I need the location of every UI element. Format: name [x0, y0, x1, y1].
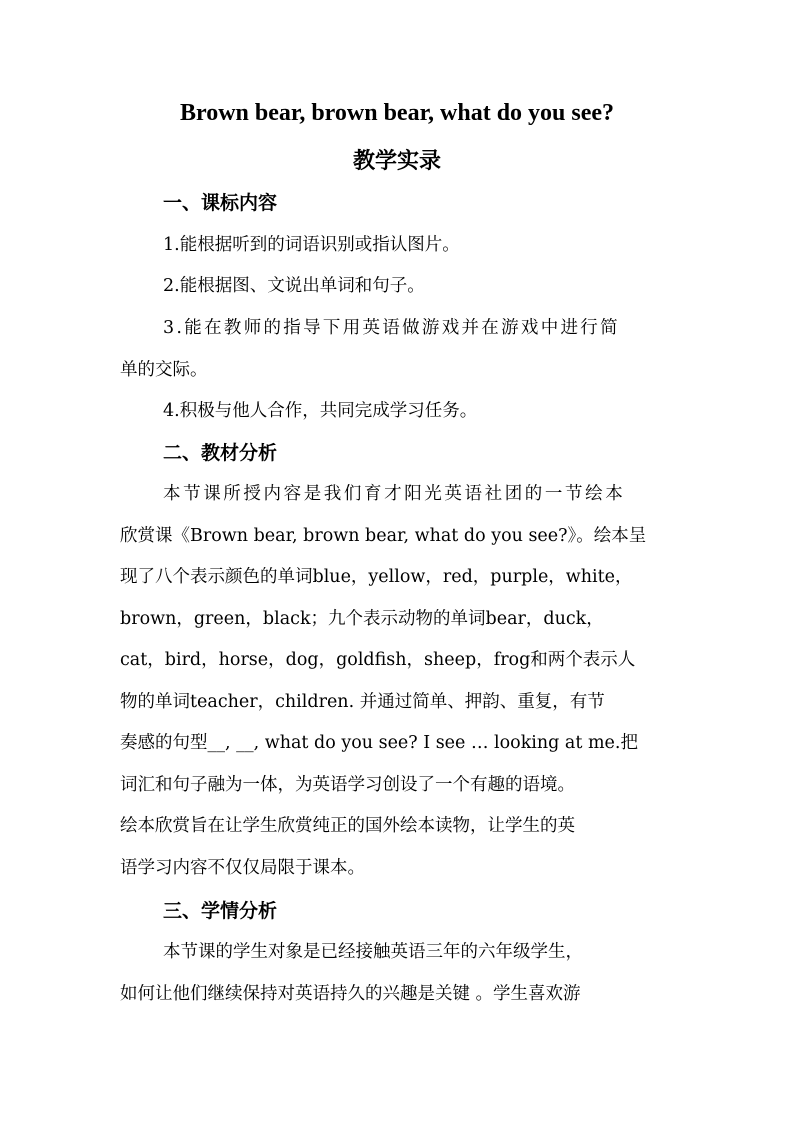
title-english: Brown bear, brown bear, what do you see? [179, 100, 615, 126]
section2-line-2: 欣赏课《Brown bear, brown bear, what do you see?》。绘本呈 [120, 526, 647, 546]
section3-heading: 三、学情分析 [163, 900, 278, 922]
section1-item-3: 3.能在教师的指导下用英语做游戏并在游戏中进行简 [163, 318, 620, 338]
title-chinese: 教学实录 [352, 148, 441, 174]
section1-item-2: 2.能根据图、文说出单词和句子。 [163, 276, 425, 296]
section2-line-1: 本节课所授内容是我们育才阳光英语社团的一节绘本 [163, 484, 626, 504]
section3-line-1: 本节课的学生对象是已经接触英语三年的六年级学生， [163, 942, 583, 962]
section1-item-3-cont: 单的交际。 [120, 360, 208, 380]
section2-line-10: 语学习内容不仅仅局限于课本。 [120, 858, 365, 878]
section2-line-9: 绘本欣赏旨在让学生欣赏纯正的国外绘本读物，让学生的英 [120, 816, 575, 836]
section1-item-1: 1.能根据听到的词语识别或指认图片。 [163, 235, 460, 255]
section2-line-7: 奏感的句型__, __, what do you see? I see … looking at me.把 [120, 733, 638, 753]
section2-line-8: 词汇和句子融为一体，为英语学习创设了一个有趣的语境。 [120, 775, 575, 795]
section1-heading: 一、课标内容 [163, 192, 278, 214]
section2-line-3: 现了八个表示颜色的单词blue，yellow，red，purple，white， [120, 567, 633, 587]
section1-item-4: 4.积极与他人合作，共同完成学习任务。 [163, 401, 478, 421]
section2-line-5: cat，bird，horse，dog，goldfish，sheep，frog和两个表示人 [120, 650, 636, 670]
section2-line-4: brown，green，black；九个表示动物的单词bear，duck， [120, 609, 604, 629]
section2-heading: 二、教材分析 [163, 442, 278, 464]
section2-line-6: 物的单词teacher，children. 并通过简单、押韵、重复，有节 [120, 692, 605, 712]
section3-line-2: 如何让他们继续保持对英语持久的兴趣是关键 。学生喜欢游 [120, 984, 581, 1004]
